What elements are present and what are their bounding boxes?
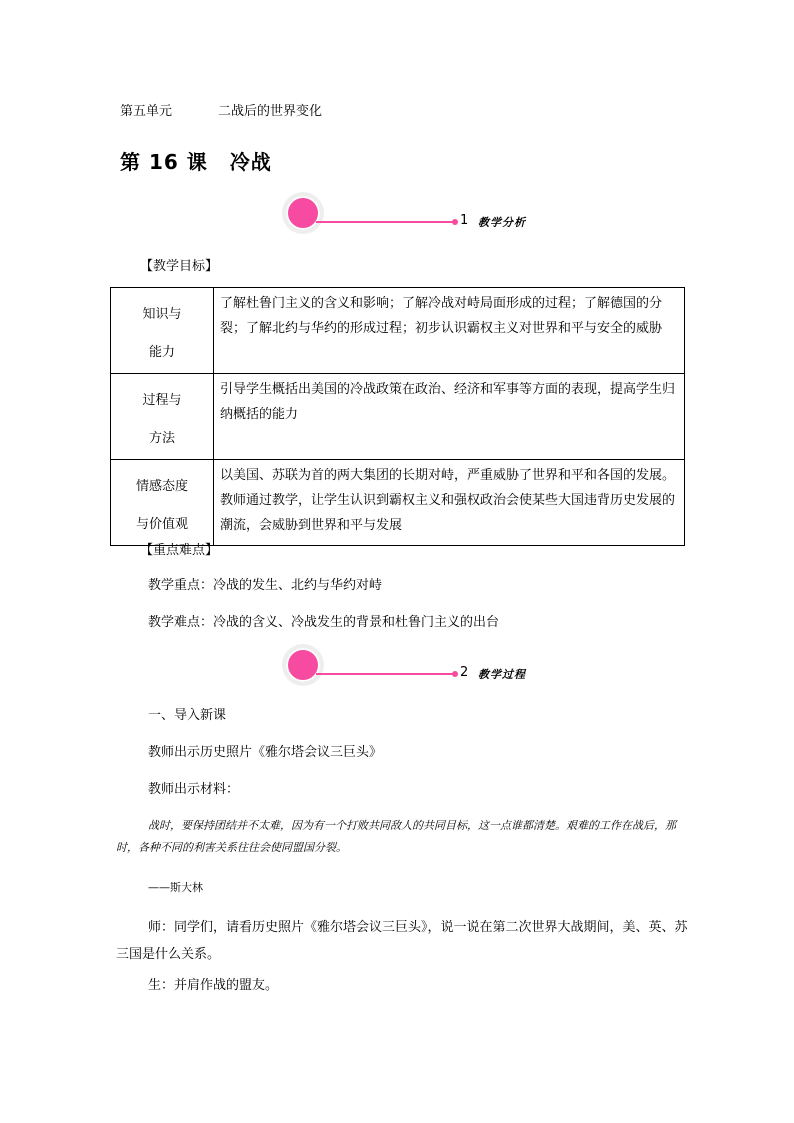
student-paragraph: 生：并肩作战的盟友。 xyxy=(148,978,279,993)
page-title xyxy=(120,146,272,175)
keypoints-heading: 【重点难点】 xyxy=(140,543,219,558)
section-label: 教学分析 xyxy=(478,216,526,229)
quote-source: ——斯大林 xyxy=(148,881,203,894)
category-line-1: 知识与 xyxy=(142,307,182,322)
lesson-number: 第 16 课 xyxy=(120,150,208,174)
category-line-2: 能力 xyxy=(148,345,175,360)
category-line-2: 方法 xyxy=(148,431,175,446)
section-number: 1 xyxy=(460,213,469,228)
quote-text: 战时，要保持团结并不太难，因为有一个打败共同敌人的共同目标，这一点谁都清楚。艰难的工作在战后，那时，各种不同的利害关系往往会使同盟国分裂。 xyxy=(116,819,676,854)
dot-icon xyxy=(452,219,458,225)
pink-circle-icon xyxy=(286,648,320,682)
dot-icon xyxy=(452,671,458,677)
goals-heading: 【教学目标】 xyxy=(140,259,219,274)
section-banner-process xyxy=(286,648,546,684)
category-cell xyxy=(111,460,214,546)
description-cell: 以美国、苏联为首的两大集团的长期对峙，严重威胁了世界和平和各国的发展。教师通过教学，让学生认识到霸权主义和强权政治会使某些大国违背历史发展的潮流，会威胁到世界和平与发展 xyxy=(214,460,685,546)
category-line-1: 情感态度 xyxy=(135,479,188,494)
section-banner-analysis xyxy=(286,196,546,232)
pink-circle-icon xyxy=(286,196,320,230)
category-line-1: 过程与 xyxy=(142,393,182,408)
category-cell xyxy=(111,288,214,374)
divider-line xyxy=(316,221,456,223)
focus-text: 教学重点：冷战的发生、北约与华约对峙 xyxy=(148,578,383,593)
section-label: 教学过程 xyxy=(478,668,526,681)
description-cell: 引导学生概括出美国的冷战政策在政治、经济和军事等方面的表现，提高学生归纳概括的能力 xyxy=(214,374,685,460)
table-row xyxy=(111,374,685,460)
teacher-paragraph: 师：同学们，请看历史照片《雅尔塔会议三巨头》，说一说在第二次世界大战期间，美、英、苏三国是什么关系。 xyxy=(116,920,688,962)
paragraph: 教师出示历史照片《雅尔塔会议三巨头》 xyxy=(148,745,383,760)
lesson-name: 冷战 xyxy=(229,150,272,174)
section-number: 2 xyxy=(460,665,469,680)
difficulty-text: 教学难点：冷战的含义、冷战发生的背景和杜鲁门主义的出台 xyxy=(148,615,500,630)
category-cell xyxy=(111,374,214,460)
divider-line xyxy=(316,673,456,675)
unit-number: 第五单元 xyxy=(120,104,173,119)
paragraph: 教师出示材料： xyxy=(148,782,240,797)
description-cell: 了解杜鲁门主义的含义和影响；了解冷战对峙局面形成的过程；了解德国的分裂；了解北约与华约的形成过程；初步认识霸权主义对世界和平与安全的威胁 xyxy=(214,288,685,374)
unit-title: 二战后的世界变化 xyxy=(218,104,323,119)
category-line-2: 与价值观 xyxy=(135,517,188,532)
unit-heading xyxy=(120,100,323,119)
goals-table xyxy=(110,287,685,546)
table-row xyxy=(111,460,685,546)
table-row xyxy=(111,288,685,374)
intro-heading: 一、导入新课 xyxy=(148,708,227,723)
